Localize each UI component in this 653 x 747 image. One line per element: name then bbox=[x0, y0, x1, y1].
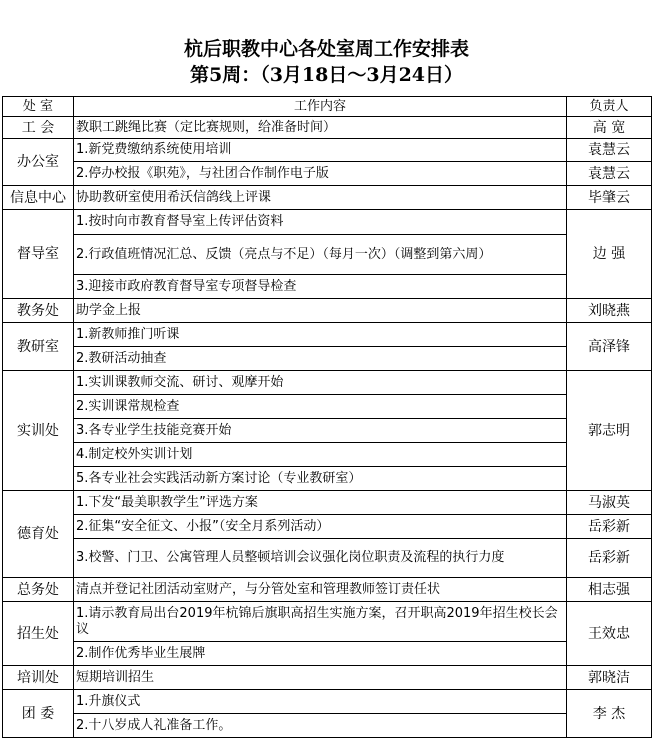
task-cell: 1.新教师推门听课 bbox=[74, 323, 567, 347]
person-cell: 马淑英 bbox=[567, 491, 652, 515]
dept-cell: 团 委 bbox=[3, 690, 74, 738]
task-cell: 短期培训招生 bbox=[74, 666, 567, 690]
task-cell: 2.征集“安全征文、小报”（安全月系列活动） bbox=[74, 515, 567, 539]
dept-cell: 办公室 bbox=[3, 139, 74, 186]
table-row bbox=[3, 666, 652, 690]
person-cell: 高泽锋 bbox=[567, 323, 652, 371]
table-row bbox=[3, 210, 652, 235]
task-cell: 1.实训课教师交流、研讨、观摩开始 bbox=[74, 371, 567, 395]
task-cell: 3.各专业学生技能竞赛开始 bbox=[74, 419, 567, 443]
page-title: 杭后职教中心各处室周工作安排表 bbox=[183, 38, 469, 60]
task-cell: 1.新党费缴纳系统使用培训 bbox=[74, 139, 567, 162]
dept-cell: 实训处 bbox=[3, 371, 74, 491]
table-row bbox=[3, 347, 652, 371]
table-row bbox=[3, 642, 652, 666]
task-cell: 3.迎接市政府教育督导室专项督导检查 bbox=[74, 275, 567, 299]
header-dept: 处 室 bbox=[3, 97, 74, 117]
person-cell: 郭志明 bbox=[567, 371, 652, 491]
task-cell: 1.下发“最美职教学生”评选方案 bbox=[74, 491, 567, 515]
dept-cell: 教研室 bbox=[3, 323, 74, 371]
dept-cell: 信息中心 bbox=[3, 186, 74, 210]
table-row bbox=[3, 539, 652, 578]
table-row bbox=[3, 371, 652, 395]
task-cell: 1.请示教育局出台2019年杭锦后旗职高招生实施方案，召开职高2019年招生校长会议 bbox=[74, 602, 567, 642]
dept-cell: 工 会 bbox=[3, 117, 74, 139]
table-row bbox=[3, 235, 652, 275]
task-cell: 4.制定校外实训计划 bbox=[74, 443, 567, 467]
task-cell: 2.制作优秀毕业生展牌 bbox=[74, 642, 567, 666]
table-row bbox=[3, 443, 652, 467]
table-row bbox=[3, 467, 652, 491]
person-cell: 毕肇云 bbox=[567, 186, 652, 210]
table-row bbox=[3, 395, 652, 419]
task-cell: 1.升旗仪式 bbox=[74, 690, 567, 714]
person-cell: 边 强 bbox=[567, 210, 652, 299]
task-cell: 2.教研活动抽查 bbox=[74, 347, 567, 371]
header-person: 负责人 bbox=[567, 97, 652, 117]
person-cell: 高 宽 bbox=[567, 117, 652, 139]
person-cell: 刘晓燕 bbox=[567, 299, 652, 323]
table-row bbox=[3, 578, 652, 602]
table-row bbox=[3, 186, 652, 210]
header-row bbox=[3, 97, 652, 117]
task-cell: 清点并登记社团活动室财产，与分管处室和管理教师签订责任状 bbox=[74, 578, 567, 602]
table-row bbox=[3, 139, 652, 162]
table-row bbox=[3, 299, 652, 323]
table-row bbox=[3, 602, 652, 642]
table-row bbox=[3, 162, 652, 186]
task-cell: 1.按时向市教育督导室上传评估资料 bbox=[74, 210, 567, 235]
table-row bbox=[3, 275, 652, 299]
person-cell: 岳彩新 bbox=[567, 539, 652, 578]
dept-cell: 培训处 bbox=[3, 666, 74, 690]
task-cell: 3.校警、门卫、公寓管理人员整顿培训会议强化岗位职责及流程的执行力度 bbox=[74, 539, 567, 578]
schedule-table bbox=[2, 96, 652, 738]
table-row bbox=[3, 515, 652, 539]
task-cell: 2.十八岁成人礼准备工作。 bbox=[74, 714, 567, 738]
dept-cell: 总务处 bbox=[3, 578, 74, 602]
task-cell: 2.停办校报《职苑》，与社团合作制作电子版 bbox=[74, 162, 567, 186]
header-content: 工作内容 bbox=[74, 97, 567, 117]
person-cell: 李 杰 bbox=[567, 690, 652, 738]
table-row bbox=[3, 117, 652, 139]
dept-cell: 教务处 bbox=[3, 299, 74, 323]
page-subtitle: 第5周：（3月18日～3月24日） bbox=[189, 64, 464, 86]
table-row bbox=[3, 419, 652, 443]
table-row bbox=[3, 714, 652, 738]
table-row bbox=[3, 690, 652, 714]
task-cell: 助学金上报 bbox=[74, 299, 567, 323]
dept-cell: 德育处 bbox=[3, 491, 74, 578]
person-cell: 相志强 bbox=[567, 578, 652, 602]
table-row bbox=[3, 491, 652, 515]
person-cell: 郭晓洁 bbox=[567, 666, 652, 690]
task-cell: 2.行政值班情况汇总、反馈（亮点与不足）（每月一次）（调整到第六周） bbox=[74, 235, 567, 275]
person-cell: 袁慧云 bbox=[567, 162, 652, 186]
task-cell: 2.实训课常规检查 bbox=[74, 395, 567, 419]
person-cell: 岳彩新 bbox=[567, 515, 652, 539]
person-cell: 袁慧云 bbox=[567, 139, 652, 162]
dept-cell: 督导室 bbox=[3, 210, 74, 299]
table-row bbox=[3, 323, 652, 347]
task-cell: 5.各专业社会实践活动新方案讨论（专业教研室） bbox=[74, 467, 567, 491]
task-cell: 教职工跳绳比赛（定比赛规则，给准备时间） bbox=[74, 117, 567, 139]
dept-cell: 招生处 bbox=[3, 602, 74, 666]
task-cell: 协助教研室使用希沃信鸽线上评课 bbox=[74, 186, 567, 210]
person-cell: 王效忠 bbox=[567, 602, 652, 666]
